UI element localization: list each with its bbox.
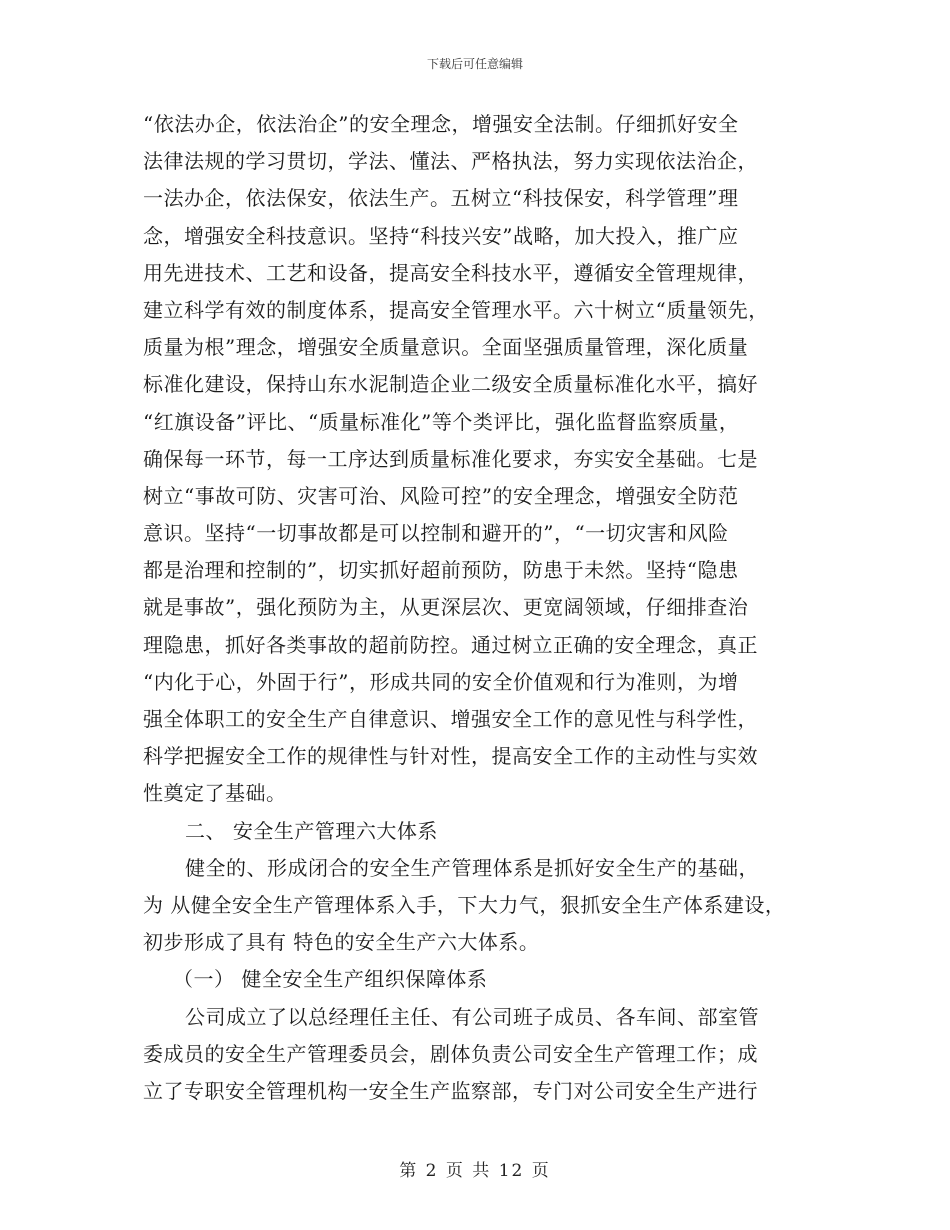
text-line: 质量为根”理念，增强安全质量意识。全面坚强质量管理，深化质量 <box>143 335 749 360</box>
header-note: 下载后可任意编辑 <box>426 57 523 71</box>
text-line: “内化于心，外固于行”，形成共同的安全价值观和行为准则，为增 <box>143 669 739 694</box>
text-line: 确保每一环节，每一工序达到质量标准化要求，夯实安全基础。七是 <box>143 446 758 471</box>
text-line: 公司成立了以总经理任主任、有公司班子成员、各车间、部室管 <box>185 1004 759 1029</box>
text-line: 为 从健全安全生产管理体系入手，下大力气，狠抓安全生产体系建设， <box>143 892 786 917</box>
text-line: 委成员的安全生产管理委员会，剧体负责公司安全生产管理工作；成 <box>143 1041 758 1066</box>
subsection-heading: （一） 健全安全生产组织保障体系 <box>173 967 488 992</box>
document-body <box>143 106 813 1110</box>
page-number-footer: 第 2 页 共 12 页 <box>399 1161 551 1181</box>
text-line: 法律法规的学习贯切，学法、懂法、严格执法，努力实现依法治企， <box>143 149 758 174</box>
text-line: “依法办企，依法治企”的安全理念，增强安全法制。仔细抓好安全 <box>143 112 739 136</box>
text-line: 科学把握安全工作的规律性与针对性，提高安全工作的主动性与实效 <box>143 744 758 769</box>
text-line: 树立“事故可防、灾害可治、风险可控”的安全理念，增强安全防范 <box>143 483 739 508</box>
text-line: 一法办企，依法保安，依法生产。五树立“科技保安，科学管理”理 <box>143 186 739 211</box>
text-line: 健全的、形成闭合的安全生产管理体系是抓好安全生产的基础， <box>185 855 759 880</box>
text-line: 标准化建设，保持山东水泥制造企业二级安全质量标准化水平，搞好 <box>143 372 758 397</box>
text-line: 用先进技术、工艺和设备，提高安全科技水平，遵循安全管理规律， <box>143 260 758 285</box>
text-line: 念，增强安全科技意识。坚持“科技兴安”战略，加大投入，推广应 <box>143 223 739 248</box>
text-line: “红旗设备”评比、“质量标准化”等个类评比，强化监督监察质量， <box>143 409 740 434</box>
text-line: 意识。坚持“一切事故都是可以控制和避开的”，“一切灾害和风险 <box>143 521 729 546</box>
text-line: 就是事故”，强化预防为主，从更深层次、更宽阔领域，仔细排查治 <box>143 595 749 620</box>
text-line: 理隐患，抓好各类事故的超前防控。通过树立正确的安全理念，真正 <box>143 632 758 657</box>
text-line: 性奠定了基础。 <box>143 781 287 806</box>
text-line: 都是治理和控制的”，切实抓好超前预防，防患于未然。坚持“隐患 <box>143 558 739 583</box>
section-heading: 二、 安全生产管理六大体系 <box>185 818 438 843</box>
text-line: 立了专职安全管理机构一安全生产监察部，专门对公司安全生产进行 <box>143 1078 758 1103</box>
text-line: 建立科学有效的制度体系，提高安全管理水平。六十树立“质量领先， <box>143 297 769 322</box>
text-line: 初步形成了具有 特色的安全生产六大体系。 <box>143 930 540 955</box>
text-line: 强全体职工的安全生产自律意识、增强安全工作的意见性与科学性， <box>143 707 758 731</box>
